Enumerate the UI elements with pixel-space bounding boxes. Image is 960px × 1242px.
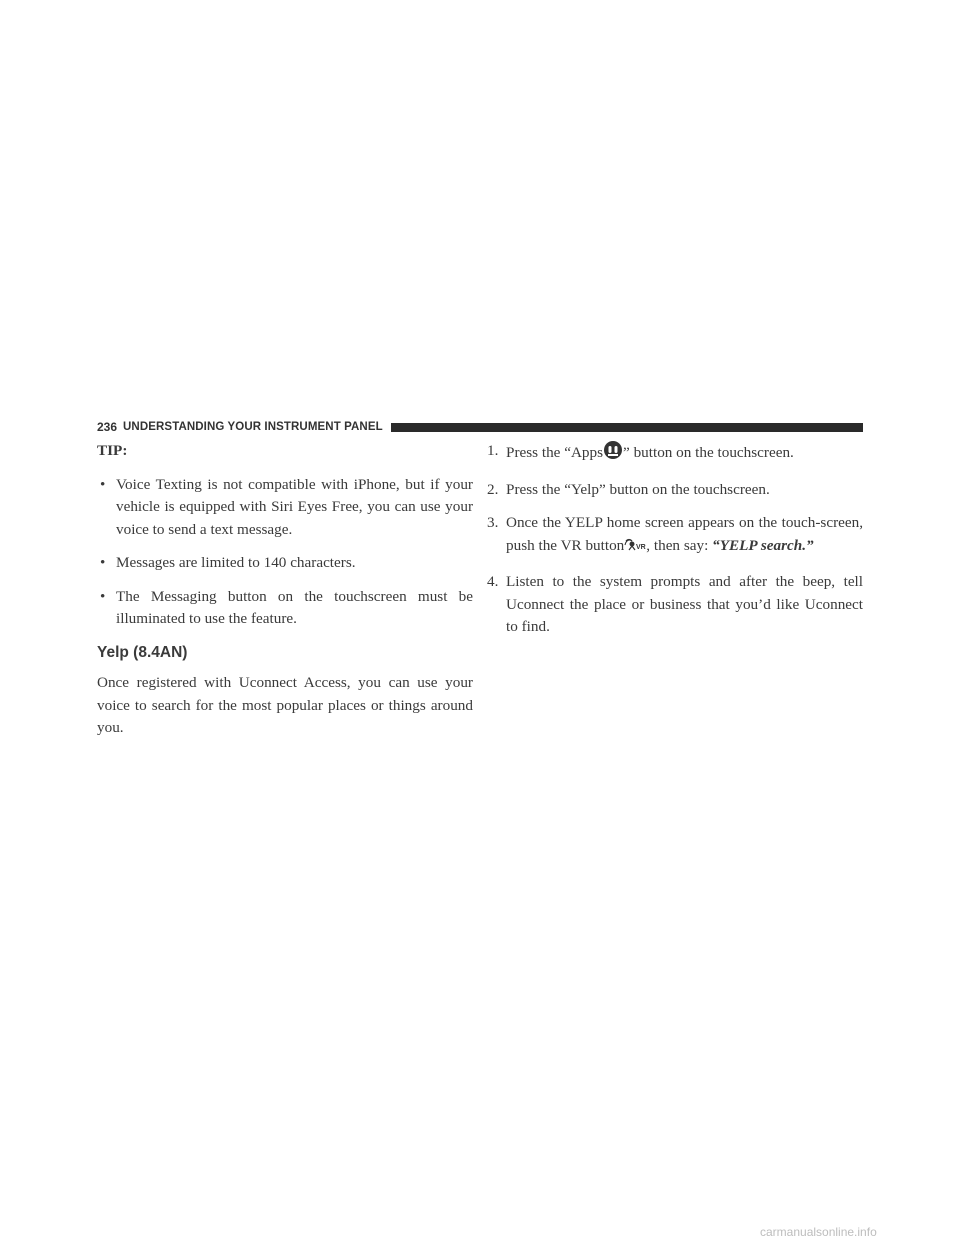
section-heading: Yelp (8.4AN) — [97, 643, 188, 661]
step-text: Listen to the system prompts and after the beep, tell Uconnect the place or business that you’d like Uconnect to find. — [506, 573, 863, 635]
voice-recognition-icon — [624, 537, 646, 561]
step-item — [487, 440, 863, 468]
bullet-text: Messages are limited to 140 characters. — [116, 554, 356, 571]
step-item — [487, 512, 863, 560]
bullet-item — [97, 552, 473, 575]
step-text-cont: , then say: — [646, 536, 713, 554]
step-text: Once the YELP home screen appears on the touch-screen, push the VR button — [506, 514, 863, 554]
step-number: 2. — [487, 480, 499, 498]
voice-command: “YELP search.” — [712, 536, 814, 554]
bullet-item — [97, 586, 473, 631]
step-text-cont: ” button on the touchscreen. — [623, 444, 794, 461]
bullet-text: Voice Texting is not compatible with iPhone, but if your vehicle is equipped with Siri Eyes Free, you can use your voice to send a text message. — [116, 475, 473, 538]
step-number: 1. — [487, 442, 499, 459]
page-number: 236 — [97, 420, 118, 434]
bullet-item — [97, 474, 473, 542]
apps-icon — [603, 440, 623, 468]
bullet-text: The Messaging button on the touchscreen must be illuminated to use the feature. — [116, 587, 473, 627]
right-column — [487, 440, 863, 650]
tip-label: TIP: — [97, 442, 128, 459]
step-text: Press the “Apps — [506, 444, 604, 461]
section-title: UNDERSTANDING YOUR INSTRUMENT PANEL — [123, 421, 383, 433]
step-number: 3. — [487, 514, 499, 531]
step-item — [487, 479, 863, 502]
svg-text:VR: VR — [636, 543, 647, 551]
left-column — [97, 440, 473, 740]
bullet-dot: • — [100, 554, 106, 571]
page-header — [97, 419, 863, 435]
watermark: carmanualsonline.info — [760, 1225, 877, 1239]
bullet-dot: • — [100, 475, 106, 493]
header-rule — [391, 423, 863, 432]
step-item — [487, 571, 863, 639]
yelp-paragraph: Once registered with Uconnect Access, you can use your voice to search for the most popular places or things around you. — [97, 674, 473, 736]
bullet-dot: • — [100, 587, 106, 605]
step-number: 4. — [487, 573, 499, 590]
step-text: Press the “Yelp” button on the touchscreen. — [506, 480, 770, 498]
